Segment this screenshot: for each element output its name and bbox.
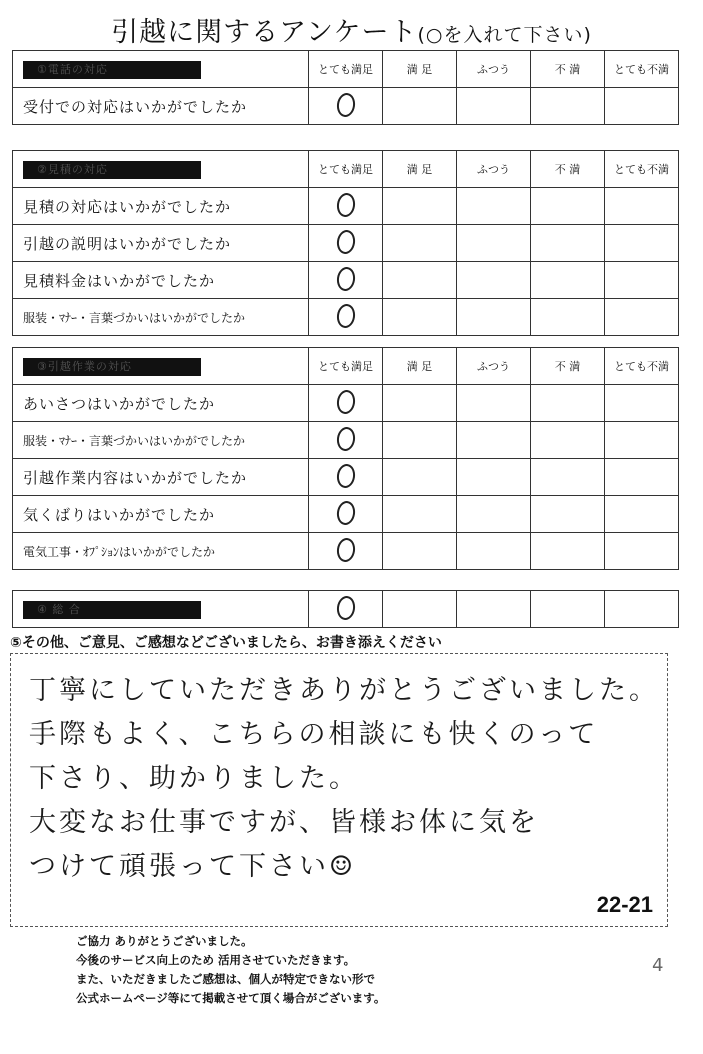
rating-cell[interactable] <box>309 88 383 125</box>
rating-header: 満 足 <box>383 51 457 88</box>
rating-header: 満 足 <box>383 348 457 385</box>
rating-cell[interactable] <box>531 422 605 459</box>
rating-cell[interactable] <box>457 262 531 299</box>
rating-cell[interactable] <box>531 188 605 225</box>
rating-cell[interactable] <box>383 496 457 533</box>
section-label: ①電話の対応 <box>23 61 201 79</box>
section-label: ②見積の対応 <box>23 161 201 179</box>
page-mark: 4 <box>652 955 664 976</box>
rating-cell[interactable] <box>531 88 605 125</box>
circle-mark <box>335 594 356 620</box>
rating-cell[interactable] <box>605 459 679 496</box>
title-main: 引越に関するアンケート <box>111 17 418 48</box>
rating-cell[interactable] <box>309 496 383 533</box>
rating-cell[interactable] <box>531 533 605 570</box>
rating-cell[interactable] <box>531 225 605 262</box>
rating-cell[interactable] <box>457 533 531 570</box>
circle-mark <box>335 536 356 562</box>
rating-cell[interactable] <box>531 262 605 299</box>
rating-cell[interactable] <box>457 496 531 533</box>
footer-line: また、いただきましたご感想は、個人が特定できない形で <box>76 972 375 986</box>
footer-line: 今後のサービス向上のため 活用させていただきます。 <box>76 953 356 967</box>
footer-line: ご協力 ありがとうございました。 <box>76 934 253 948</box>
question-label: 服装・ﾏﾅｰ・言葉づかいはいかがでしたか <box>13 299 309 336</box>
section-header-cell <box>13 151 309 188</box>
rating-cell[interactable] <box>309 299 383 336</box>
survey-code: 22-21 <box>596 892 653 917</box>
rating-cell[interactable] <box>457 299 531 336</box>
comments-prompt: ⑤その他、ご意見、ご感想などございましたら、お書き添えください <box>10 635 442 651</box>
rating-cell[interactable] <box>309 591 383 628</box>
rating-cell[interactable] <box>605 88 679 125</box>
rating-cell[interactable] <box>605 385 679 422</box>
rating-cell[interactable] <box>383 299 457 336</box>
rating-cell[interactable] <box>605 299 679 336</box>
section-label: ④ 総 合 <box>23 601 201 619</box>
rating-cell[interactable] <box>309 225 383 262</box>
circle-mark <box>335 265 356 291</box>
rating-cell[interactable] <box>605 591 679 628</box>
rating-cell[interactable] <box>605 262 679 299</box>
rating-header: 不 満 <box>531 51 605 88</box>
question-label: 服装・ﾏﾅｰ・言葉づかいはいかがでしたか <box>13 422 309 459</box>
section-overall <box>12 590 679 628</box>
rating-header: ふつう <box>457 151 531 188</box>
rating-header: 不 満 <box>531 348 605 385</box>
rating-cell[interactable] <box>531 459 605 496</box>
question-label: 見積料金はいかがでしたか <box>13 262 309 299</box>
question-label: 見積の対応はいかがでしたか <box>13 188 309 225</box>
rating-cell[interactable] <box>605 422 679 459</box>
rating-cell[interactable] <box>383 422 457 459</box>
rating-cell[interactable] <box>457 591 531 628</box>
question-label: あいさつはいかがでしたか <box>13 385 309 422</box>
question-label: 引越の説明はいかがでしたか <box>13 225 309 262</box>
title-note: (○を入れて下さい) <box>417 24 592 46</box>
rating-header: 満 足 <box>383 151 457 188</box>
rating-cell[interactable] <box>383 88 457 125</box>
question-label: 受付での対応はいかがでしたか <box>13 88 309 125</box>
rating-cell[interactable] <box>383 459 457 496</box>
comment-line: 丁寧にしていただきありがとうございました。 <box>29 675 659 706</box>
comment-line: 手際もよく、こちらの相談にも快くのって <box>29 719 599 750</box>
rating-cell[interactable] <box>383 533 457 570</box>
rating-cell[interactable] <box>457 459 531 496</box>
rating-cell[interactable] <box>309 385 383 422</box>
footer-line: 公式ホームページ等にて掲載させて頂く場合がございます。 <box>76 991 386 1005</box>
question-label: 気くばりはいかがでしたか <box>13 496 309 533</box>
footer-note <box>76 932 385 1008</box>
rating-cell[interactable] <box>383 225 457 262</box>
rating-cell[interactable] <box>383 262 457 299</box>
rating-header: とても不満 <box>605 51 679 88</box>
rating-cell[interactable] <box>309 188 383 225</box>
circle-mark <box>335 91 356 117</box>
rating-cell[interactable] <box>309 533 383 570</box>
circle-mark <box>335 302 356 328</box>
rating-cell[interactable] <box>457 422 531 459</box>
rating-cell[interactable] <box>605 533 679 570</box>
comments-box[interactable] <box>10 653 668 927</box>
rating-header: とても満足 <box>309 51 383 88</box>
rating-cell[interactable] <box>457 88 531 125</box>
rating-cell[interactable] <box>531 496 605 533</box>
rating-header: ふつう <box>457 51 531 88</box>
section-phone <box>12 50 679 125</box>
rating-cell[interactable] <box>309 459 383 496</box>
circle-mark <box>335 228 356 254</box>
rating-cell[interactable] <box>383 188 457 225</box>
circle-mark <box>335 425 356 451</box>
section-estimate <box>12 150 679 336</box>
rating-cell[interactable] <box>309 262 383 299</box>
comment-line: 大変なお仕事ですが、皆様お体に気を <box>29 807 539 838</box>
rating-header: とても満足 <box>309 151 383 188</box>
rating-cell[interactable] <box>531 385 605 422</box>
rating-header: とても不満 <box>605 348 679 385</box>
question-label: 電気工事・ｵﾌﾟｼｮﾝはいかがでしたか <box>13 533 309 570</box>
circle-mark <box>335 388 356 414</box>
question-label: 引越作業内容はいかがでしたか <box>13 459 309 496</box>
rating-cell[interactable] <box>605 496 679 533</box>
section-header-cell <box>13 51 309 88</box>
rating-cell[interactable] <box>457 225 531 262</box>
rating-cell[interactable] <box>605 188 679 225</box>
section-moving-work <box>12 347 679 570</box>
rating-cell[interactable] <box>605 225 679 262</box>
circle-mark <box>335 191 356 217</box>
rating-cell[interactable] <box>309 422 383 459</box>
rating-header: とても不満 <box>605 151 679 188</box>
rating-cell[interactable] <box>531 591 605 628</box>
section-header-cell <box>13 348 309 385</box>
rating-header: ふつう <box>457 348 531 385</box>
rating-header: 不 満 <box>531 151 605 188</box>
rating-cell[interactable] <box>457 188 531 225</box>
rating-cell[interactable] <box>457 385 531 422</box>
rating-cell[interactable] <box>383 591 457 628</box>
rating-header: とても満足 <box>309 348 383 385</box>
section-header-cell <box>13 591 309 628</box>
comment-line: 下さり、助かりました。 <box>29 763 359 794</box>
page-title <box>0 10 703 49</box>
rating-cell[interactable] <box>383 385 457 422</box>
rating-cell[interactable] <box>531 299 605 336</box>
section-label: ③引越作業の対応 <box>23 358 201 376</box>
circle-mark <box>335 462 356 488</box>
circle-mark <box>335 499 356 525</box>
comment-line: つけて頑張って下さい☺ <box>29 851 357 882</box>
